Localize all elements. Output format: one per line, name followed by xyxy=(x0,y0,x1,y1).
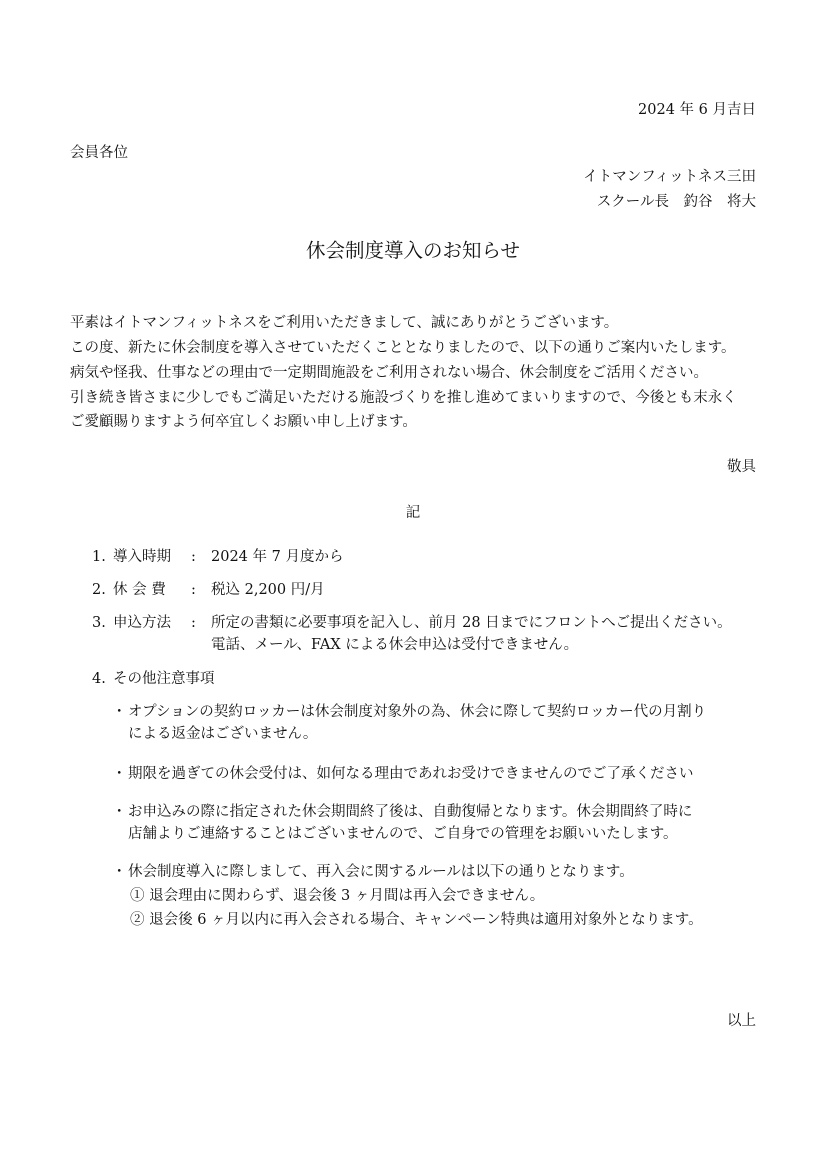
item-label: 導入時期 xyxy=(113,549,171,565)
bullet-mark: ・ xyxy=(112,766,127,782)
bullet-mark: ・ xyxy=(112,804,127,820)
item-label: 申込方法 xyxy=(113,615,171,631)
bullet-mark: ・ xyxy=(112,864,127,880)
item-number: 2. xyxy=(92,582,106,598)
bullet-line: による返金はございません。 xyxy=(128,726,318,742)
body-line: 病気や怪我、仕事などの理由で一定期間施設をご利用されない場合、休会制度をご活用ください。 xyxy=(70,365,708,381)
recipient: 会員各位 xyxy=(70,145,128,161)
sender-organization: イトマンフィットネス三田 xyxy=(583,169,756,185)
end-ijo: 以上 xyxy=(727,1013,756,1029)
closing-keigu: 敬具 xyxy=(727,459,756,475)
bullet-line: お申込みの際に指定された休会期間終了後は、自動復帰となります。休会期間終了時に xyxy=(128,804,693,820)
bullet-line: 休会制度導入に際しまして、再入会に関するルールは以下の通りとなります。 xyxy=(128,864,634,880)
item-value: 税込 2,200 円/月 xyxy=(211,582,325,598)
bullet-mark: ・ xyxy=(112,704,127,720)
sub-item: ① 退会理由に関わらず、退会後 3 ヶ月間は再入会できません。 xyxy=(130,888,545,904)
item-label: 休 会 費 xyxy=(113,582,166,598)
sender-name: スクール長 釣谷 将大 xyxy=(596,194,756,210)
item-colon: : xyxy=(191,582,196,598)
body-line: 平素はイトマンフィットネスをご利用いただきまして、誠にありがとうございます。 xyxy=(70,315,619,331)
body-line: この度、新たに休会制度を導入させていただくこととなりましたので、以下の通りご案内いたします。 xyxy=(70,340,736,356)
item-number: 1. xyxy=(92,549,106,565)
item-value: 電話、メール、FAX による休会申込は受付できません。 xyxy=(211,637,579,653)
bullet-line: オプションの契約ロッカーは休会制度対象外の為、休会に際して契約ロッカー代の月割り xyxy=(128,704,707,720)
page-title: 休会制度導入のお知らせ xyxy=(306,239,520,262)
bullet-line: 期限を過ぎての休会受付は、如何なる理由であれお受けできませんのでご了承ください xyxy=(128,766,694,782)
item-number: 4. xyxy=(92,671,106,687)
item-colon: : xyxy=(191,549,196,565)
body-line: ご愛顧賜りますよう何卒宜しくお願い申し上げます。 xyxy=(70,414,417,430)
sub-item: ② 退会後 6 ヶ月以内に再入会される場合、キャンペーン特典は適用対象外となります。 xyxy=(130,912,703,928)
item-label: その他注意事項 xyxy=(113,671,215,687)
ki-heading: 記 xyxy=(405,505,421,521)
item-value: 所定の書類に必要事項を記入し、前月 28 日までにフロントへご提出ください。 xyxy=(211,615,732,631)
item-number: 3. xyxy=(92,615,106,631)
item-value: 2024 年 7 月度から xyxy=(211,549,344,565)
body-line: 引き続き皆さまに少しでもご満足いただける施設づくりを推し進めてまいりますので、今後とも末永く xyxy=(70,390,737,406)
document-date: 2024 年 6 月吉日 xyxy=(638,102,756,118)
bullet-line: 店舗よりご連絡することはございませんので、ご自身での管理をお願いいたします。 xyxy=(128,826,678,842)
item-colon: : xyxy=(191,615,196,631)
